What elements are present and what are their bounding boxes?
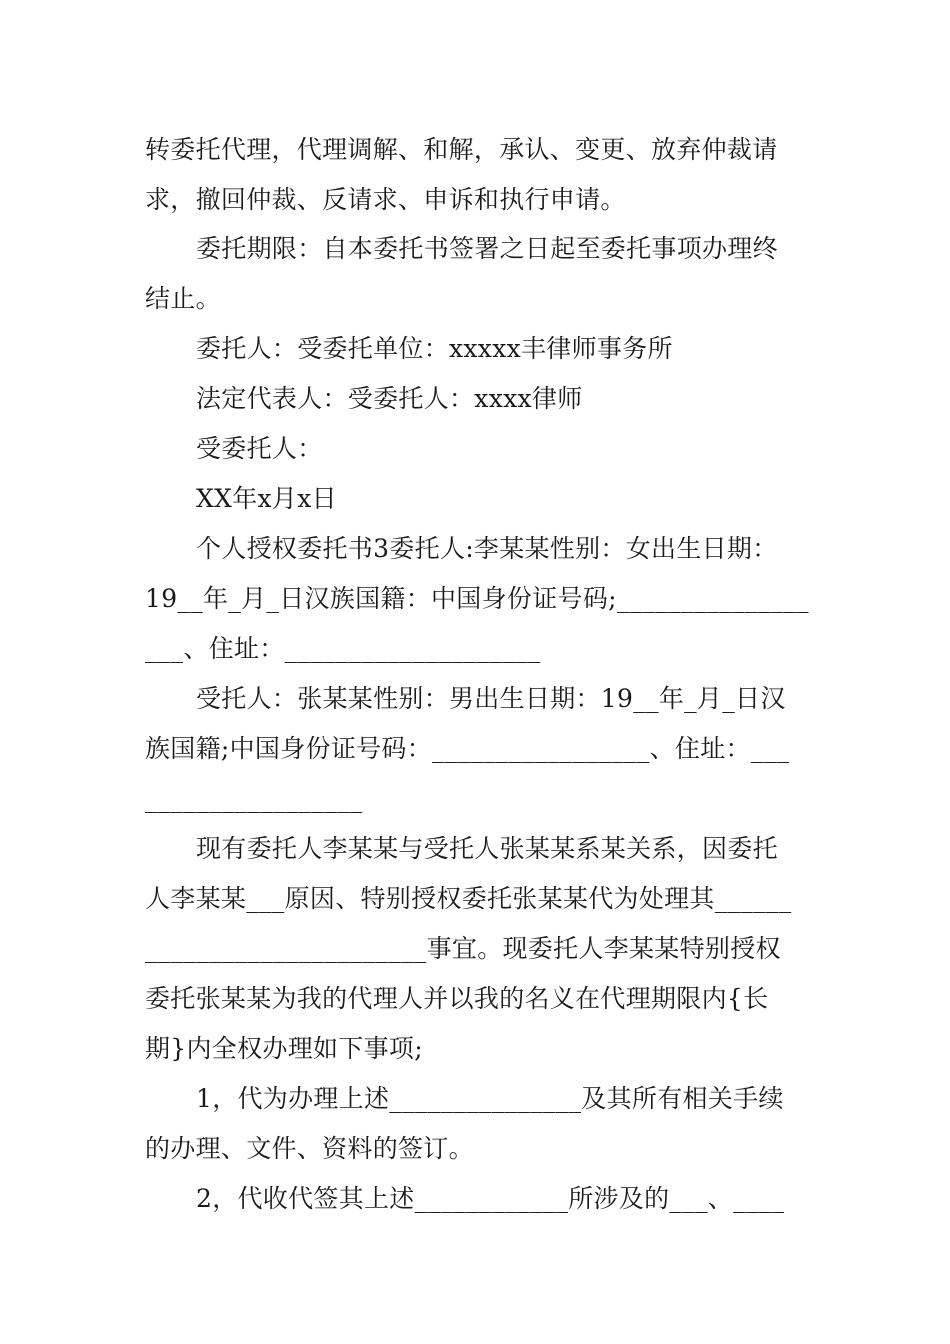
- text-line: 个人授权委托书3委托人:李某某性别：女出生日期：: [196, 534, 778, 563]
- text-line: 结止。: [145, 284, 221, 313]
- text-line: _________________: [145, 784, 363, 813]
- text-line: 受委托人：: [196, 434, 323, 463]
- text-line: 委托张某某为我的代理人并以我的名义在代理期限内{长: [145, 984, 769, 1013]
- text-line: 转委托代理，代理调解、和解，承认、变更、放弃仲裁请: [145, 135, 778, 164]
- text-line: 期}内全权办理如下事项;: [145, 1034, 423, 1063]
- text-line: 2，代收代签其上述____________所涉及的___、____: [196, 1184, 785, 1213]
- text-line: 19__年_月_日汉族国籍：中国身份证号码;_______________: [145, 584, 809, 613]
- text-line: 现有委托人李某某与受托人张某某系某关系，因委托: [196, 834, 778, 863]
- text-line: 的办理、文件、资料的签订。: [145, 1134, 474, 1163]
- text-line: 1，代为办理上述_______________及其所有相关手续: [196, 1084, 784, 1113]
- text-line: ___、住址：____________________: [145, 634, 541, 663]
- text-line: 委托期限：自本委托书签署之日起至委托事项办理终: [196, 234, 778, 263]
- date-line: XX年x月x日: [196, 484, 337, 513]
- text-line: 法定代表人：受委托人：xxxx律师: [196, 384, 583, 413]
- text-line: 受托人：张某某性别：男出生日期：19__年_月_日汉: [196, 684, 786, 713]
- text-line: 族国籍;中国身份证号码：_________________、住址：___: [145, 734, 790, 763]
- text-line: 求，撤回仲裁、反请求、申诉和执行申请。: [145, 185, 626, 214]
- text-line: 委托人：受委托单位：xxxxx丰律师事务所: [196, 334, 673, 363]
- text-line: ______________________事宜。现委托人李某某特别授权: [145, 934, 781, 963]
- text-line: 人李某某___原因、特别授权委托张某某代为处理其______: [145, 884, 792, 913]
